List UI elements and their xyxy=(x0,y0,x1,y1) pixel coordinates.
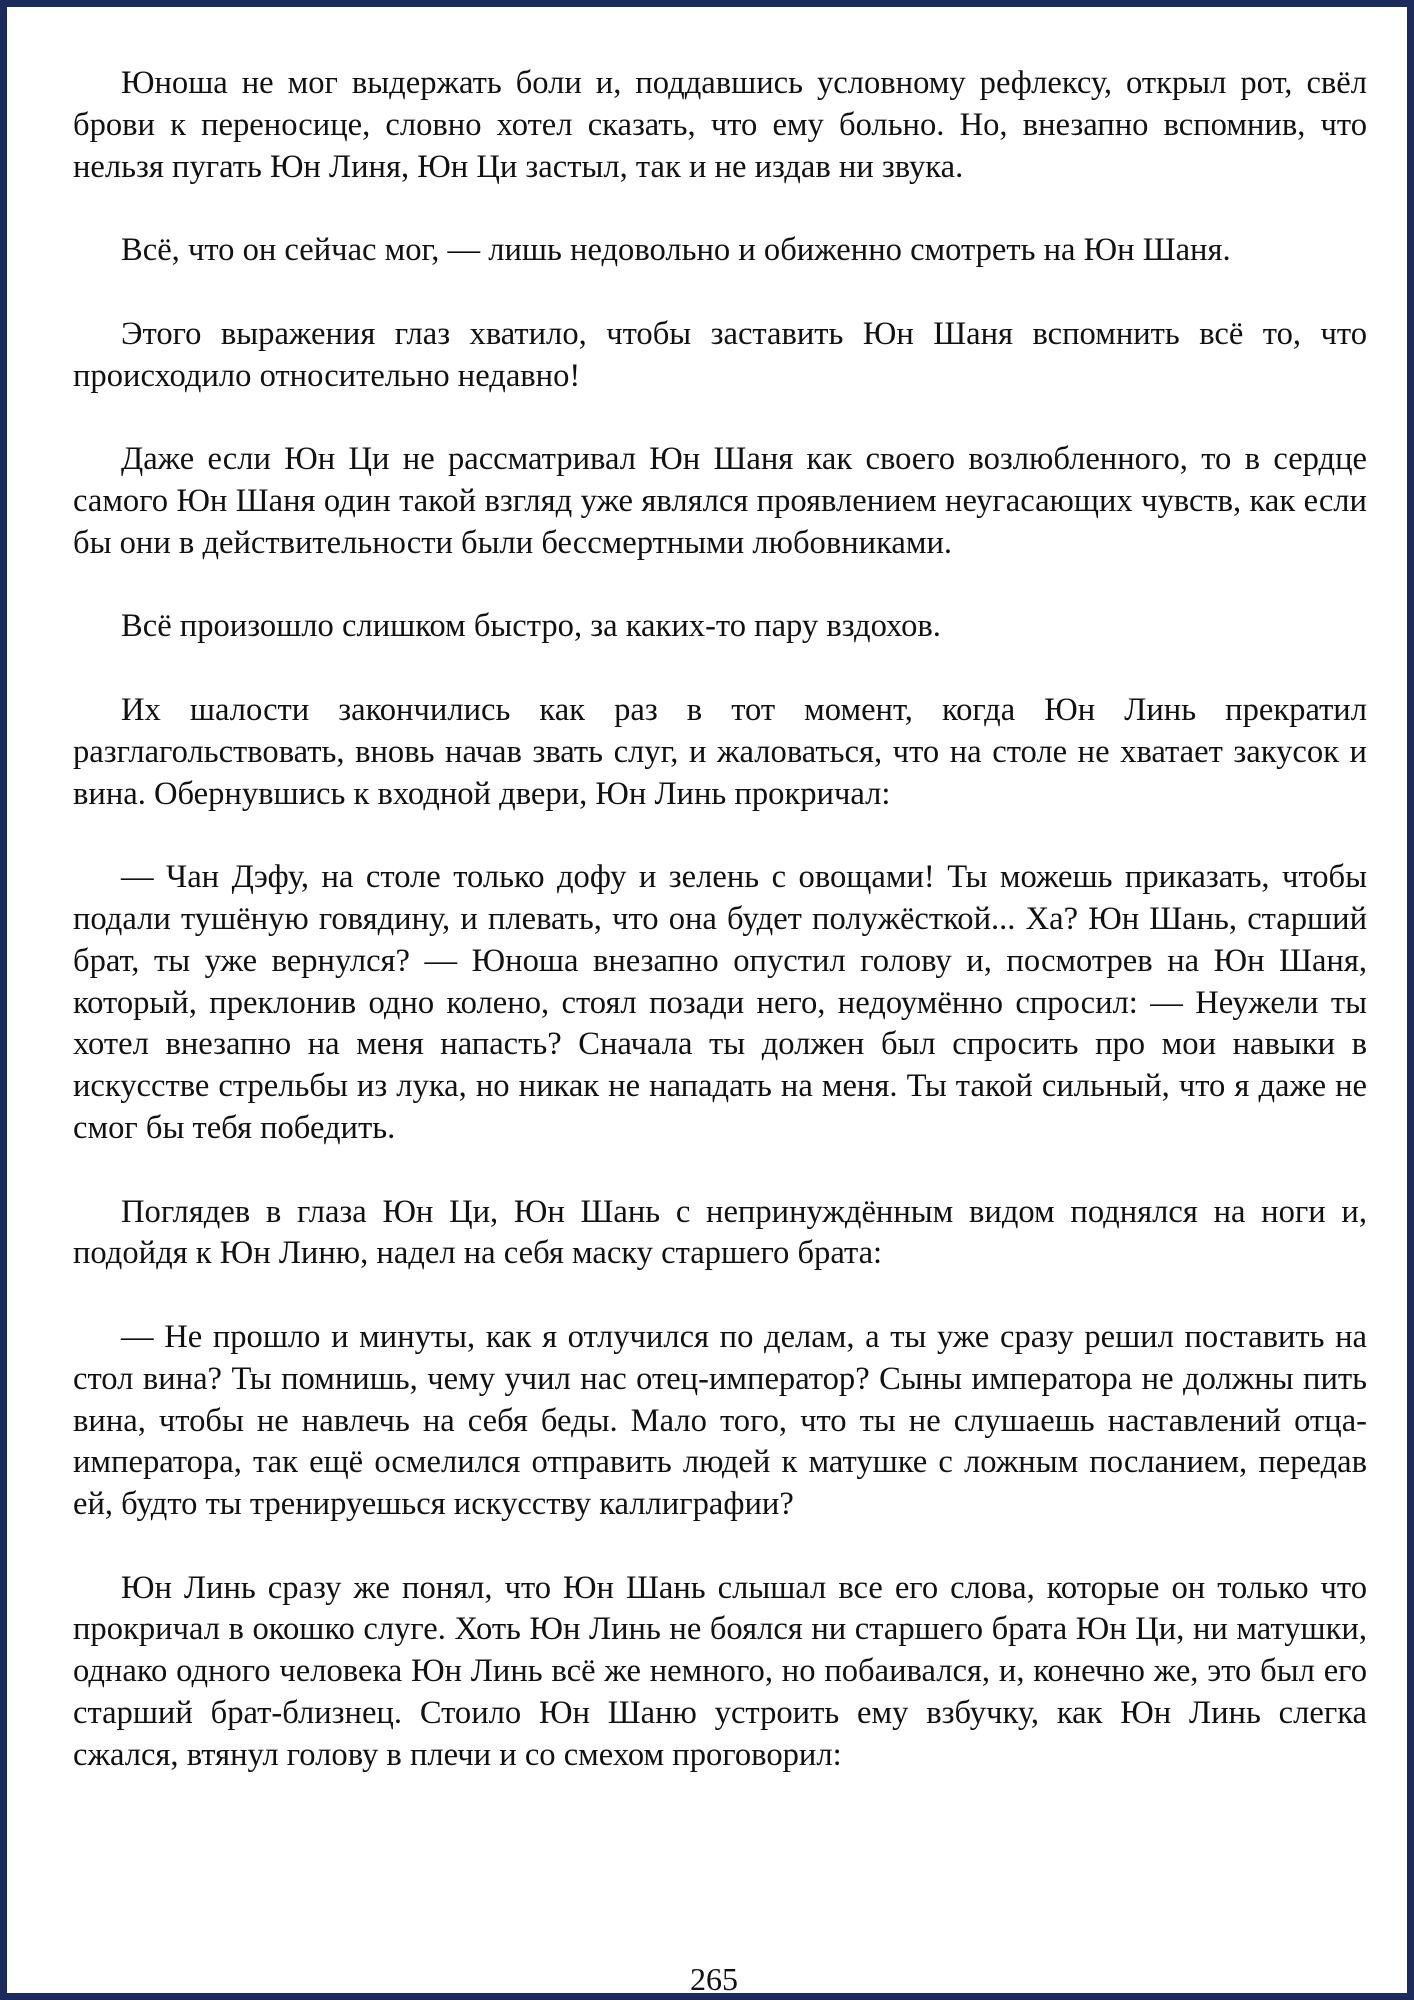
paragraph-3: Этого выражения глаз хватило, чтобы заставить Юн Шаня вспомнить всё то, что происходило относительно недавно! xyxy=(73,315,1367,394)
paragraph-4: Даже если Юн Ци не рассматривал Юн Шаня как своего возлюбленного, то в сердце самого Юн Шаня один такой взгляд уже являлся проявлением неугасающих чувств, как если бы они в действительности были бессмертными любовниками. xyxy=(73,441,1367,561)
paragraph-5: Всё произошло слишком быстро, за каких-то пару вздохов. xyxy=(121,608,941,645)
paragraph-6: Их шалости закончились как раз в тот момент, когда Юн Линь прекратил разглагольствовать, вновь начав звать слуг, и жаловаться, что на столе не хватает закусок и вина. Обернувшись к входной двери, Юн Линь прокричал: xyxy=(73,691,1367,812)
paragraph-7: — Чан Дэфу, на столе только дофу и зелень с овощами! Ты можешь приказать, чтобы подали тушёную говядину, и плевать, что она будет полужёсткой... Ха? Юн Шань, старший брат, ты уже вернулся? — Юноша внезапно опустил голову и, посмотрев на Юн Шаня, который, преклонив одно колено, стоял позади него, недоумённо спросил: — Неужели ты хотел внезапно на меня напасть? Сначала ты должен был спросить про мои навыки в искусстве стрельбы из лука, но никак не нападать на меня. Ты такой сильный, что я даже не смог бы тебя победить. xyxy=(73,859,1367,1146)
paragraph-8: Поглядев в глаза Юн Ци, Юн Шань с непринуждённым видом поднялся на ноги и, подойдя к Юн Линю, надел на себя маску старшего брата: xyxy=(73,1193,1367,1272)
paragraph-10: Юн Линь сразу же понял, что Юн Шань слышал все его слова, которые он только что прокричал в окошко слуге. Хоть Юн Линь не боялся ни старшего брата Юн Ци, ни матушки, однако одного человека Юн Линь всё же немного, но побаивался, и, конечно же, это был его старший брат-близнец. Стоило Юн Шаню устроить ему взбучку, как Юн Линь слегка сжался, втянул голову в плечи и со смехом проговорил: xyxy=(73,1569,1367,1773)
paragraph-2: Всё, что он сейчас мог, — лишь недовольно и обиженно смотреть на Юн Шаня. xyxy=(121,232,1231,269)
paragraph-1: Юноша не мог выдержать боли и, поддавшись условному рефлексу, открыл рот, свёл брови к переносице, словно хотел сказать, что ему больно. Но, внезапно вспомнив, что нельзя пугать Юн Линя, Юн Ци застыл, так и не издав ни звука. xyxy=(73,65,1367,185)
paragraph-9: — Не прошло и минуты, как я отлучился по делам, а ты уже сразу решил поставить на стол вина? Ты помнишь, чему учил нас отец-император? Сыны императора не должны пить вина, чтобы не навлечь на себя беды. Мало того, что ты не слушаешь наставлений отца-императора, так ещё осмелился отправить людей к матушке с ложным посланием, передав ей, будто ты тренируешься искусству каллиграфии? xyxy=(73,1318,1367,1523)
page-number: 265 xyxy=(690,1961,738,1997)
text-body xyxy=(73,63,1367,1777)
